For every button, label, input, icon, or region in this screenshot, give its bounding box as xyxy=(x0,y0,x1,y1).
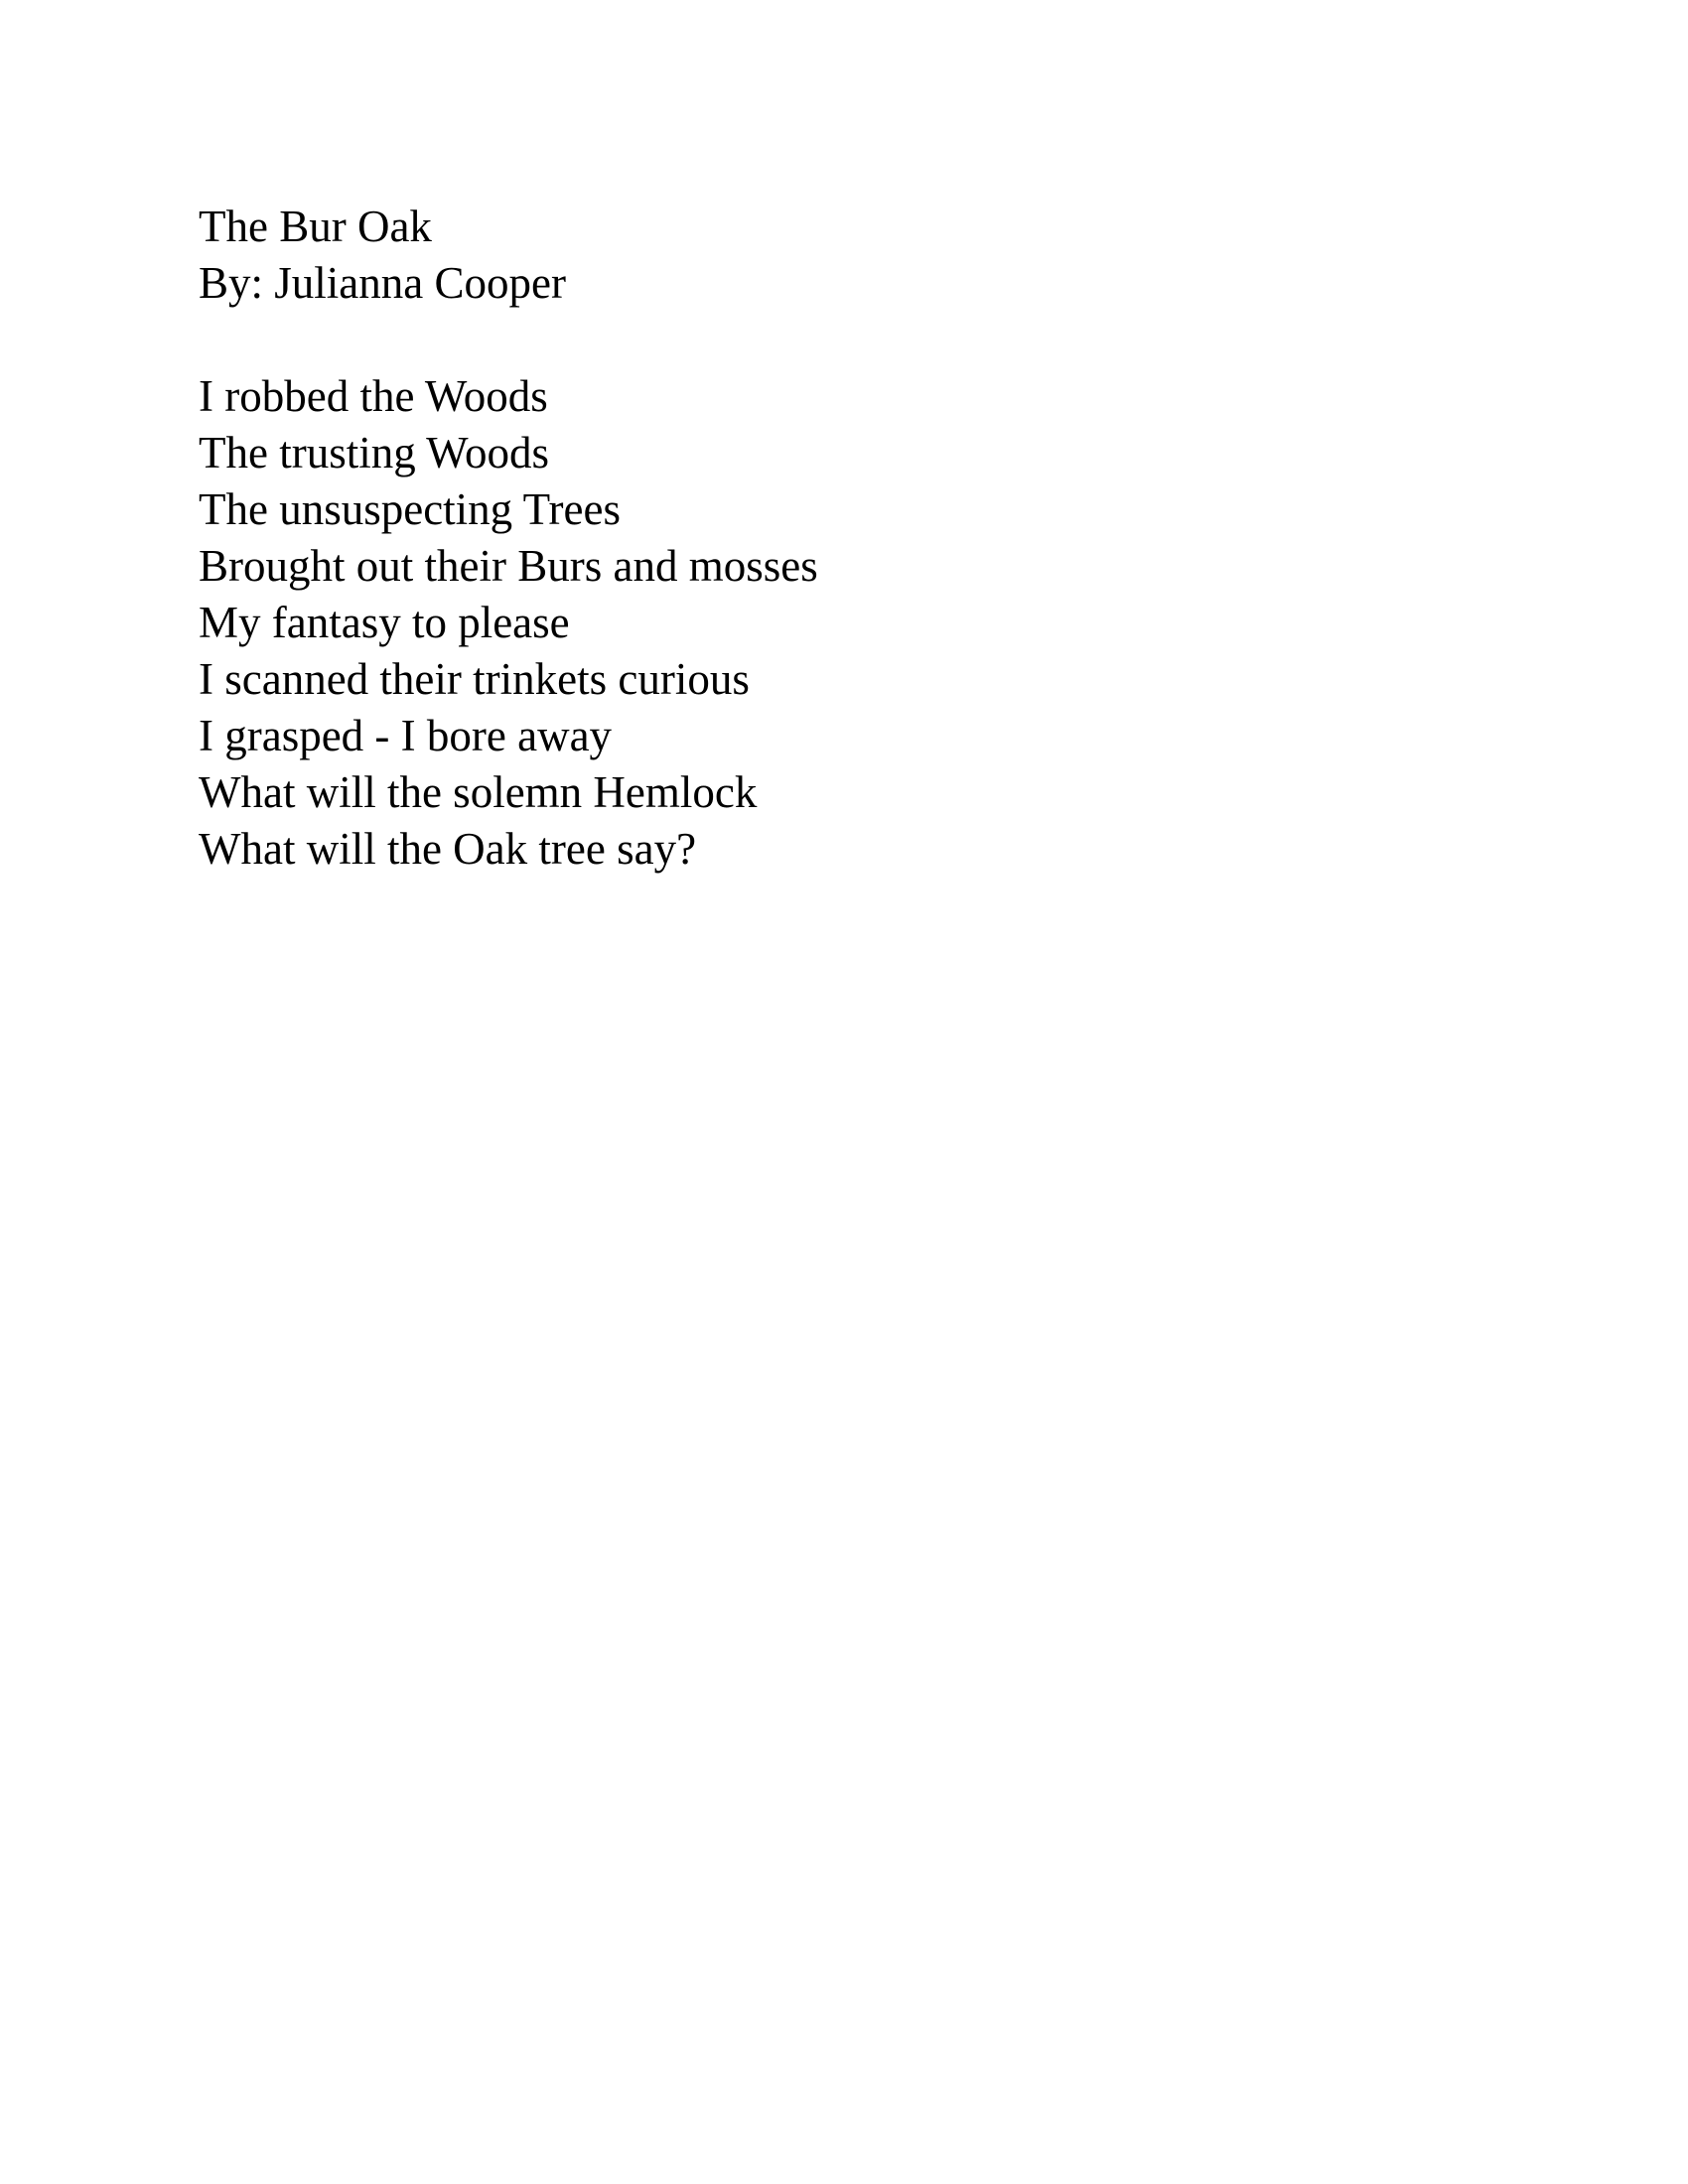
poem-line-3: The unsuspecting Trees xyxy=(199,484,621,534)
poem-line-7: I grasped - I bore away xyxy=(199,711,613,760)
poem-text-block xyxy=(199,199,1489,878)
poem-line-9: What will the Oak tree say? xyxy=(199,824,697,874)
poem-line-6: I scanned their trinkets curious xyxy=(199,654,750,704)
poem-line-5: My fantasy to please xyxy=(199,598,570,647)
poem-line-1: I robbed the Woods xyxy=(199,371,548,421)
poem-line-4: Brought out their Burs and mosses xyxy=(199,541,818,591)
stanza-gap xyxy=(199,312,1489,368)
poem-line-2: The trusting Woods xyxy=(199,428,550,478)
poem-title: The Bur Oak xyxy=(199,202,432,251)
poem-byline: By: Julianna Cooper xyxy=(199,258,566,308)
poem-line-8: What will the solemn Hemlock xyxy=(199,767,758,817)
